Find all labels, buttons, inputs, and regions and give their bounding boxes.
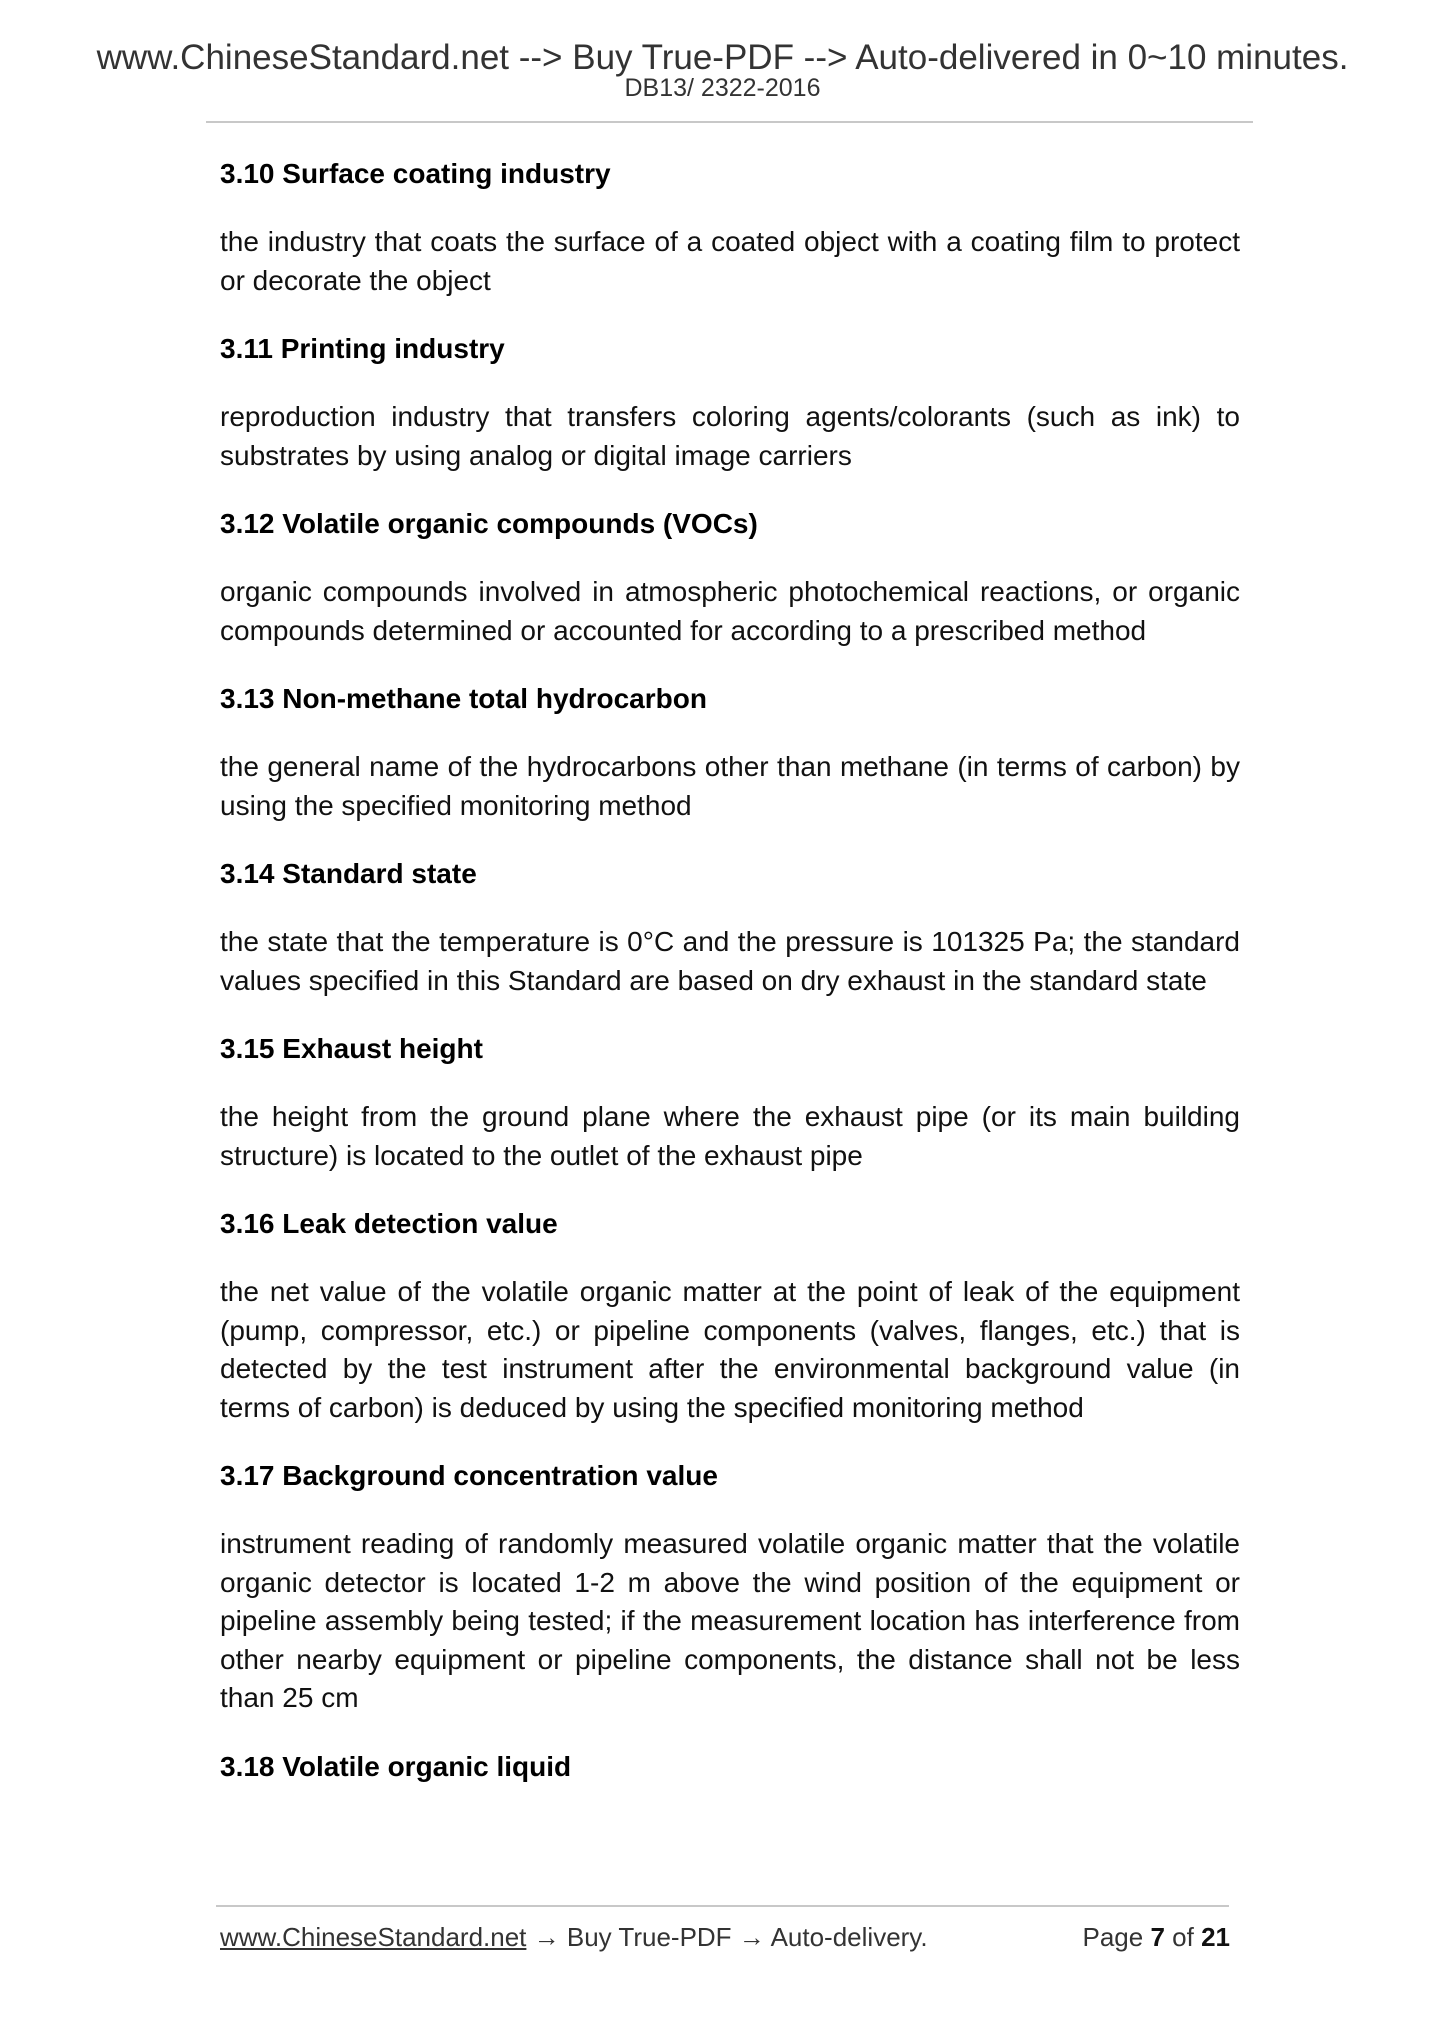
term-definition-3-10: the industry that coats the surface of a coated object with a coating film to protect or decorate the object [220,226,1240,296]
term-heading-3-10: 3.10 Surface coating industry [220,158,611,189]
page-label: Page [1082,1922,1144,1952]
footer-site-link[interactable]: www.ChineseStandard.net [220,1922,527,1952]
term-definition-3-15: the height from the ground plane where the exhaust pipe (or its main building structure) is located to the outlet of the exhaust pipe [220,1101,1240,1171]
term-heading-3-18: 3.18 Volatile organic liquid [220,1750,572,1782]
term-heading-3-15: 3.15 Exhaust height [220,1033,483,1064]
term-heading-3-11: 3.11 Printing industry [220,333,505,364]
page-indicator [1082,1920,1230,1954]
footer-divider [216,1905,1229,1907]
page-of: of [1172,1922,1194,1952]
term-definition-3-17: instrument reading of randomly measured volatile organic matter that the volatile organic detector is located 1-2 m above the wind position of the equipment or pipeline assembly being tested; if the measurement location has interference from other nearby equipment or pipeline components, the distance shall not be less than 25 cm [220,1528,1240,1713]
term-heading-3-13: 3.13 Non-methane total hydrocarbon [220,683,707,714]
term-definition-3-12: organic compounds involved in atmospheric photochemical reactions, or organic compounds determined or accounted for according to a prescribed method [220,576,1240,646]
page-total: 21 [1201,1922,1230,1952]
term-heading-3-14: 3.14 Standard state [220,858,477,889]
document-code: DB13/ 2322-2016 [624,74,821,102]
header-divider [206,121,1253,123]
page-footer [220,1920,1230,1954]
term-definition-3-16: the net value of the volatile organic matter at the point of leak of the equipment (pump, compressor, etc.) or pipeline components (valves, flanges, etc.) that is detected by the test instrument after the environmental background value (in terms of carbon) is deduced by using the specified monitoring method [220,1276,1240,1423]
document-body [220,155,1240,1816]
page-current: 7 [1150,1922,1165,1952]
footer-tagline: → Buy True-PDF → Auto-delivery. [526,1922,928,1952]
term-heading-3-12: 3.12 Volatile organic compounds (VOCs) [220,508,758,539]
term-definition-3-11: reproduction industry that transfers coloring agents/colorants (such as ink) to substrates by using analog or digital image carriers [220,401,1240,471]
term-heading-3-17: 3.17 Background concentration value [220,1460,718,1491]
term-definition-3-14: the state that the temperature is 0°C and the pressure is 101325 Pa; the standard values specified in this Standard are based on dry exhaust in the standard state [220,926,1240,996]
term-heading-3-16: 3.16 Leak detection value [220,1208,558,1239]
site-banner: www.ChineseStandard.net --> Buy True-PDF --> Auto-delivered in 0~10 minutes. [96,38,1349,77]
term-definition-3-13: the general name of the hydrocarbons other than methane (in terms of carbon) by using the specified monitoring method [220,751,1240,821]
